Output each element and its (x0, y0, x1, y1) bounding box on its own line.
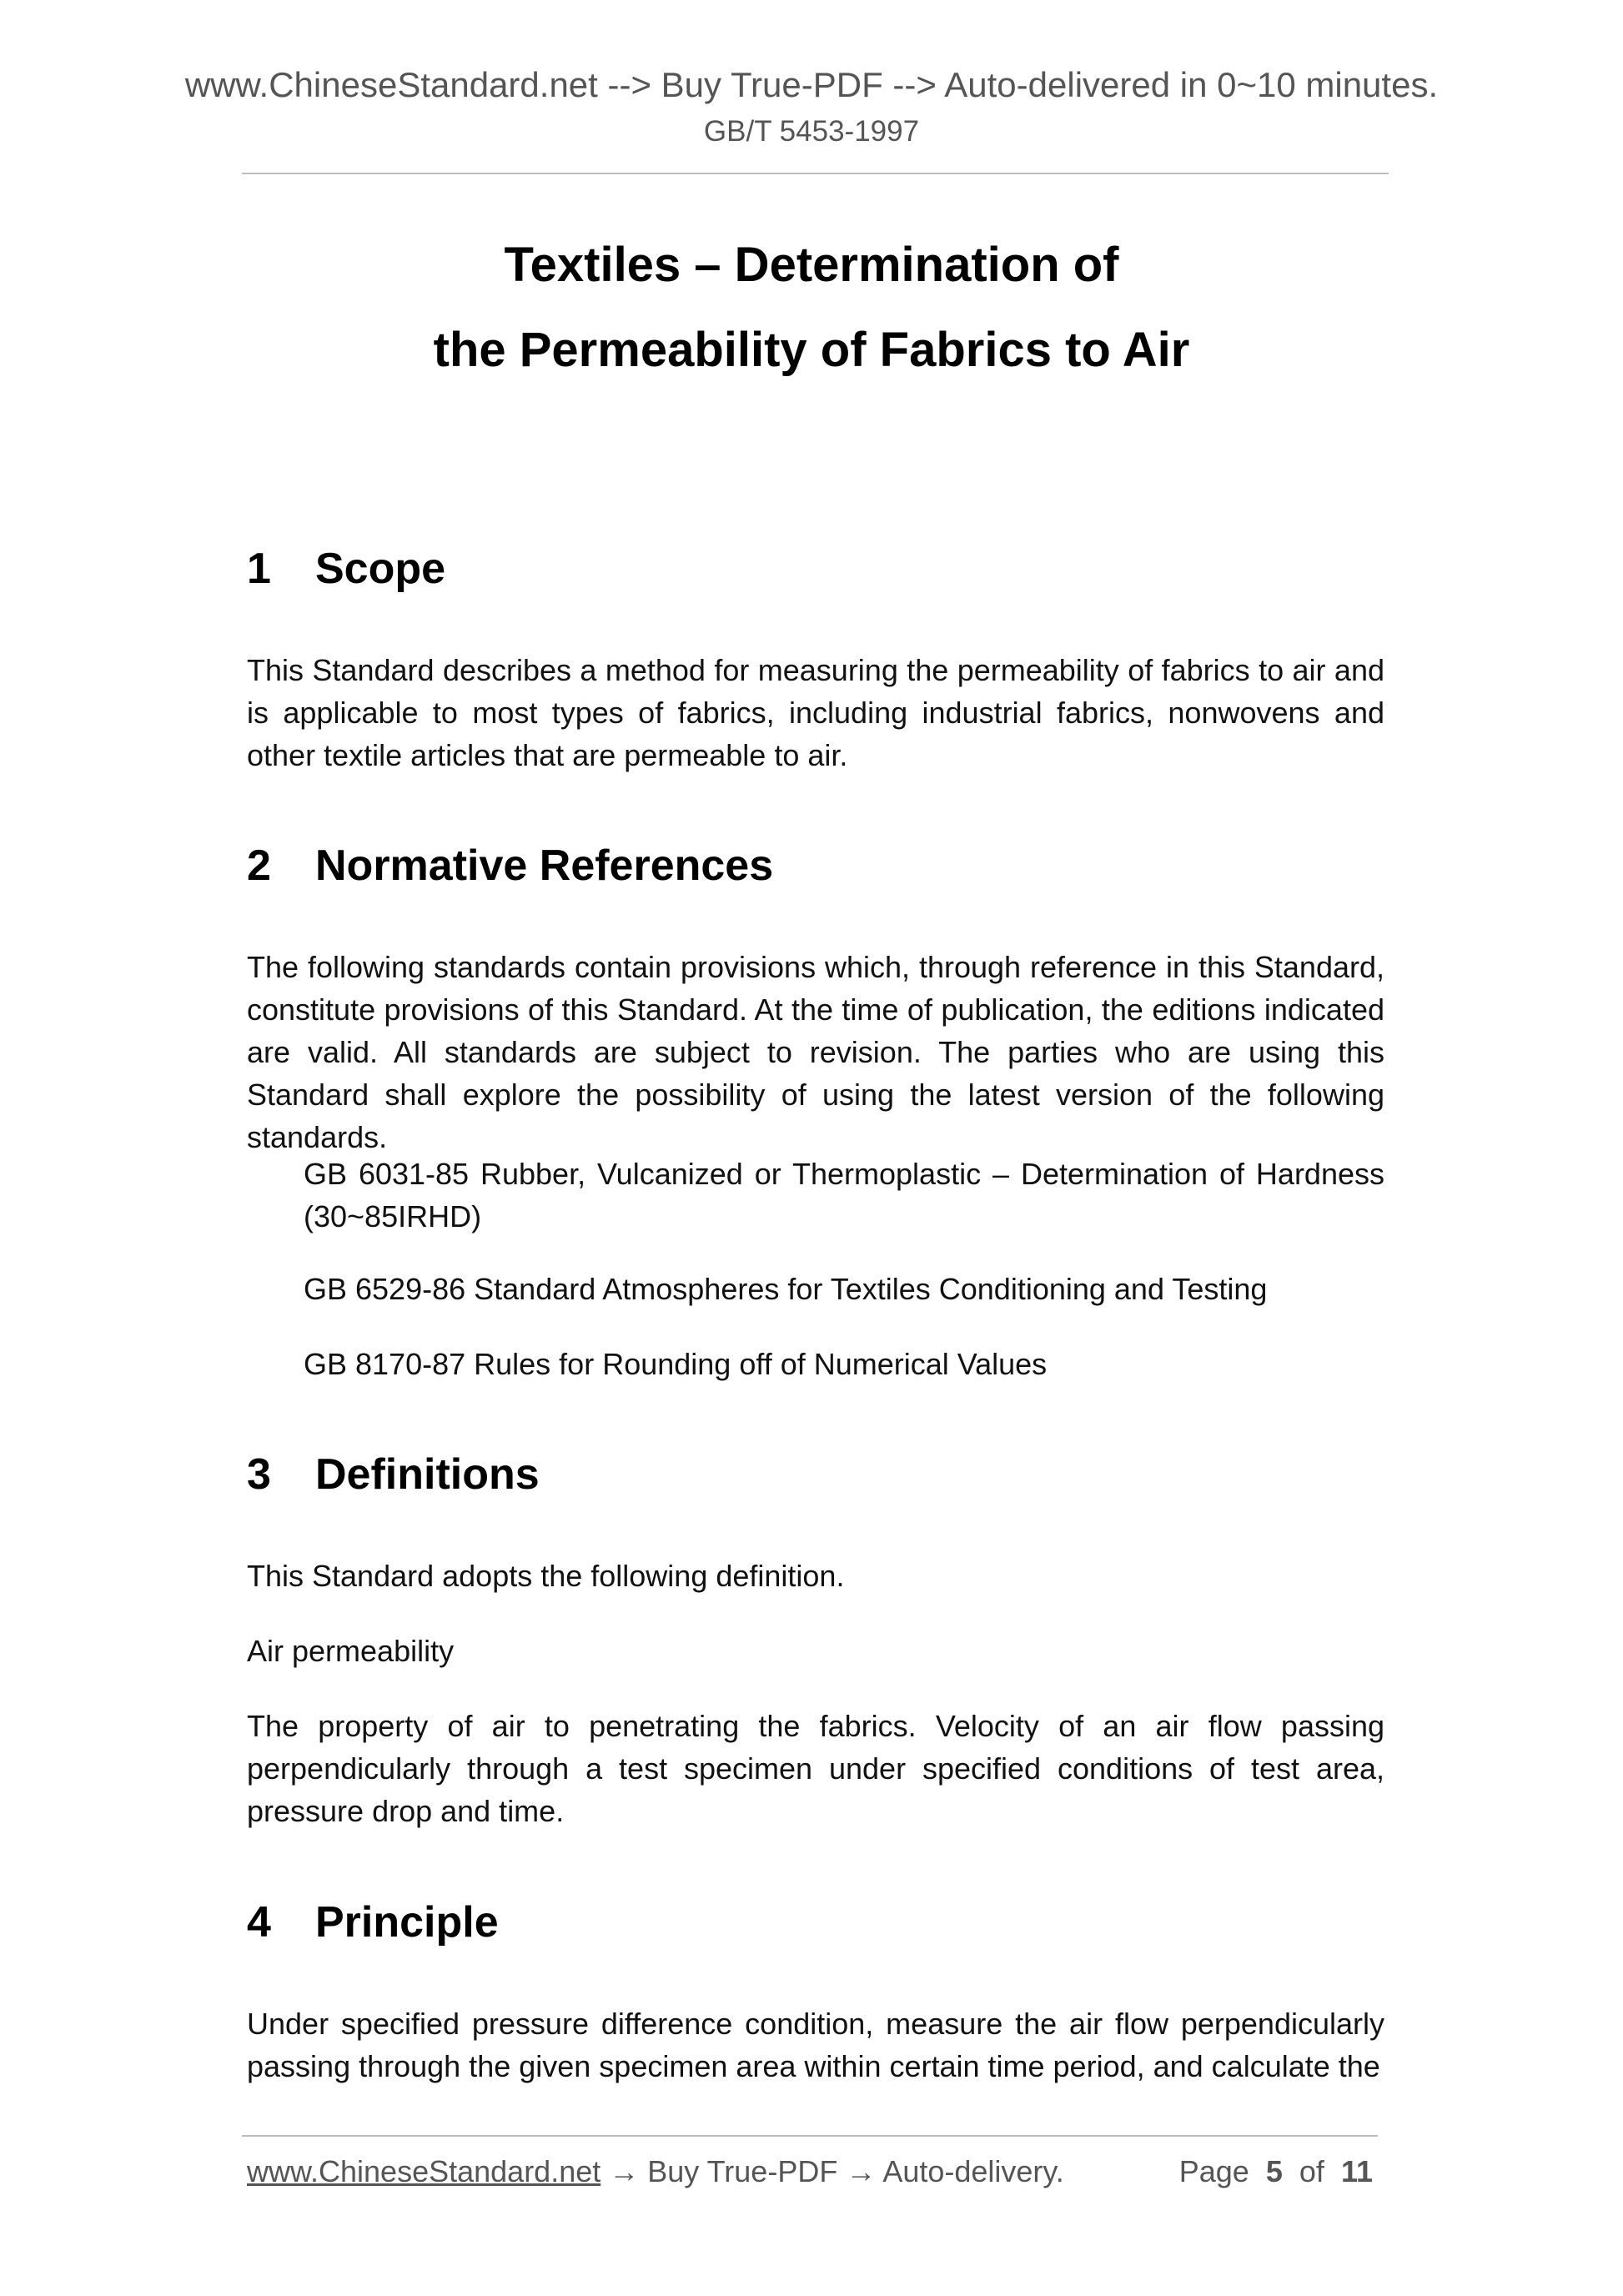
header-divider (242, 173, 1389, 174)
reference-item: GB 6031-85 Rubber, Vulcanized or Thermoplastic – Determination of Hardness (30~85IRHD) (304, 1157, 1384, 1233)
header-banner: www.ChineseStandard.net --> Buy True-PDF --> Auto-delivered in 0~10 minutes. (184, 65, 1439, 104)
page-number: 5 (1265, 2154, 1283, 2188)
footer-divider (242, 2135, 1378, 2137)
footer-site-link[interactable]: www.ChineseStandard.net (247, 2154, 601, 2188)
footer-promo-text: → Buy True-PDF → Auto-delivery. (600, 2154, 1064, 2188)
reference-item: GB 6529-86 Standard Atmospheres for Textiles Conditioning and Testing (304, 1272, 1268, 1306)
definition-text: The property of air to penetrating the fabrics. Velocity of an air flow passing perpendicularly through a test specimen under specified conditions of test area, pressure drop and time. (247, 1709, 1384, 1828)
page-indicator (1179, 2154, 1373, 2189)
section-title: Scope (315, 545, 446, 593)
of-label: of (1299, 2154, 1324, 2188)
section-number: 2 (247, 842, 271, 890)
normative-references-paragraph: The following standards contain provisions which, through reference in this Standard, constitute provisions of this Standard. At the time of publication, the editions indicated are valid. All standards are subject to revision. The parties who are using this Standard shall explore the possibility of using the latest version of the following standards. (247, 950, 1384, 1154)
definitions-intro: This Standard adopts the following definition. (247, 1559, 845, 1593)
section-heading-definitions (247, 1449, 540, 1500)
principle-paragraph: Under specified pressure difference condition, measure the air flow perpendicularly passing through the given specimen area within certain time period, and calculate the (247, 2007, 1384, 2083)
section-heading-normative-references (247, 841, 773, 891)
section-heading-scope (247, 544, 445, 594)
document-title-line-2: the Permeability of Fabrics to Air (433, 323, 1190, 377)
page-total: 11 (1340, 2154, 1373, 2188)
scope-paragraph: This Standard describes a method for measuring the permeability of fabrics to air and is applicable to most types of fabrics, including industrial fabrics, nonwovens and other textile articles that are permeable to air. (247, 653, 1384, 772)
section-number: 1 (247, 545, 271, 593)
reference-item: GB 8170-87 Rules for Rounding off of Numerical Values (304, 1347, 1048, 1381)
section-number: 3 (247, 1450, 271, 1499)
section-title: Normative References (315, 842, 774, 890)
definition-term: Air permeability (247, 1634, 455, 1668)
footer-promo (247, 2154, 1064, 2189)
section-number: 4 (247, 1898, 271, 1947)
document-code: GB/T 5453-1997 (703, 115, 920, 148)
page-label: Page (1178, 2154, 1249, 2188)
section-title: Principle (315, 1898, 499, 1947)
section-heading-principle (247, 1897, 499, 1947)
document-title-line-1: Textiles – Determination of (504, 238, 1119, 292)
section-title: Definitions (315, 1450, 540, 1499)
